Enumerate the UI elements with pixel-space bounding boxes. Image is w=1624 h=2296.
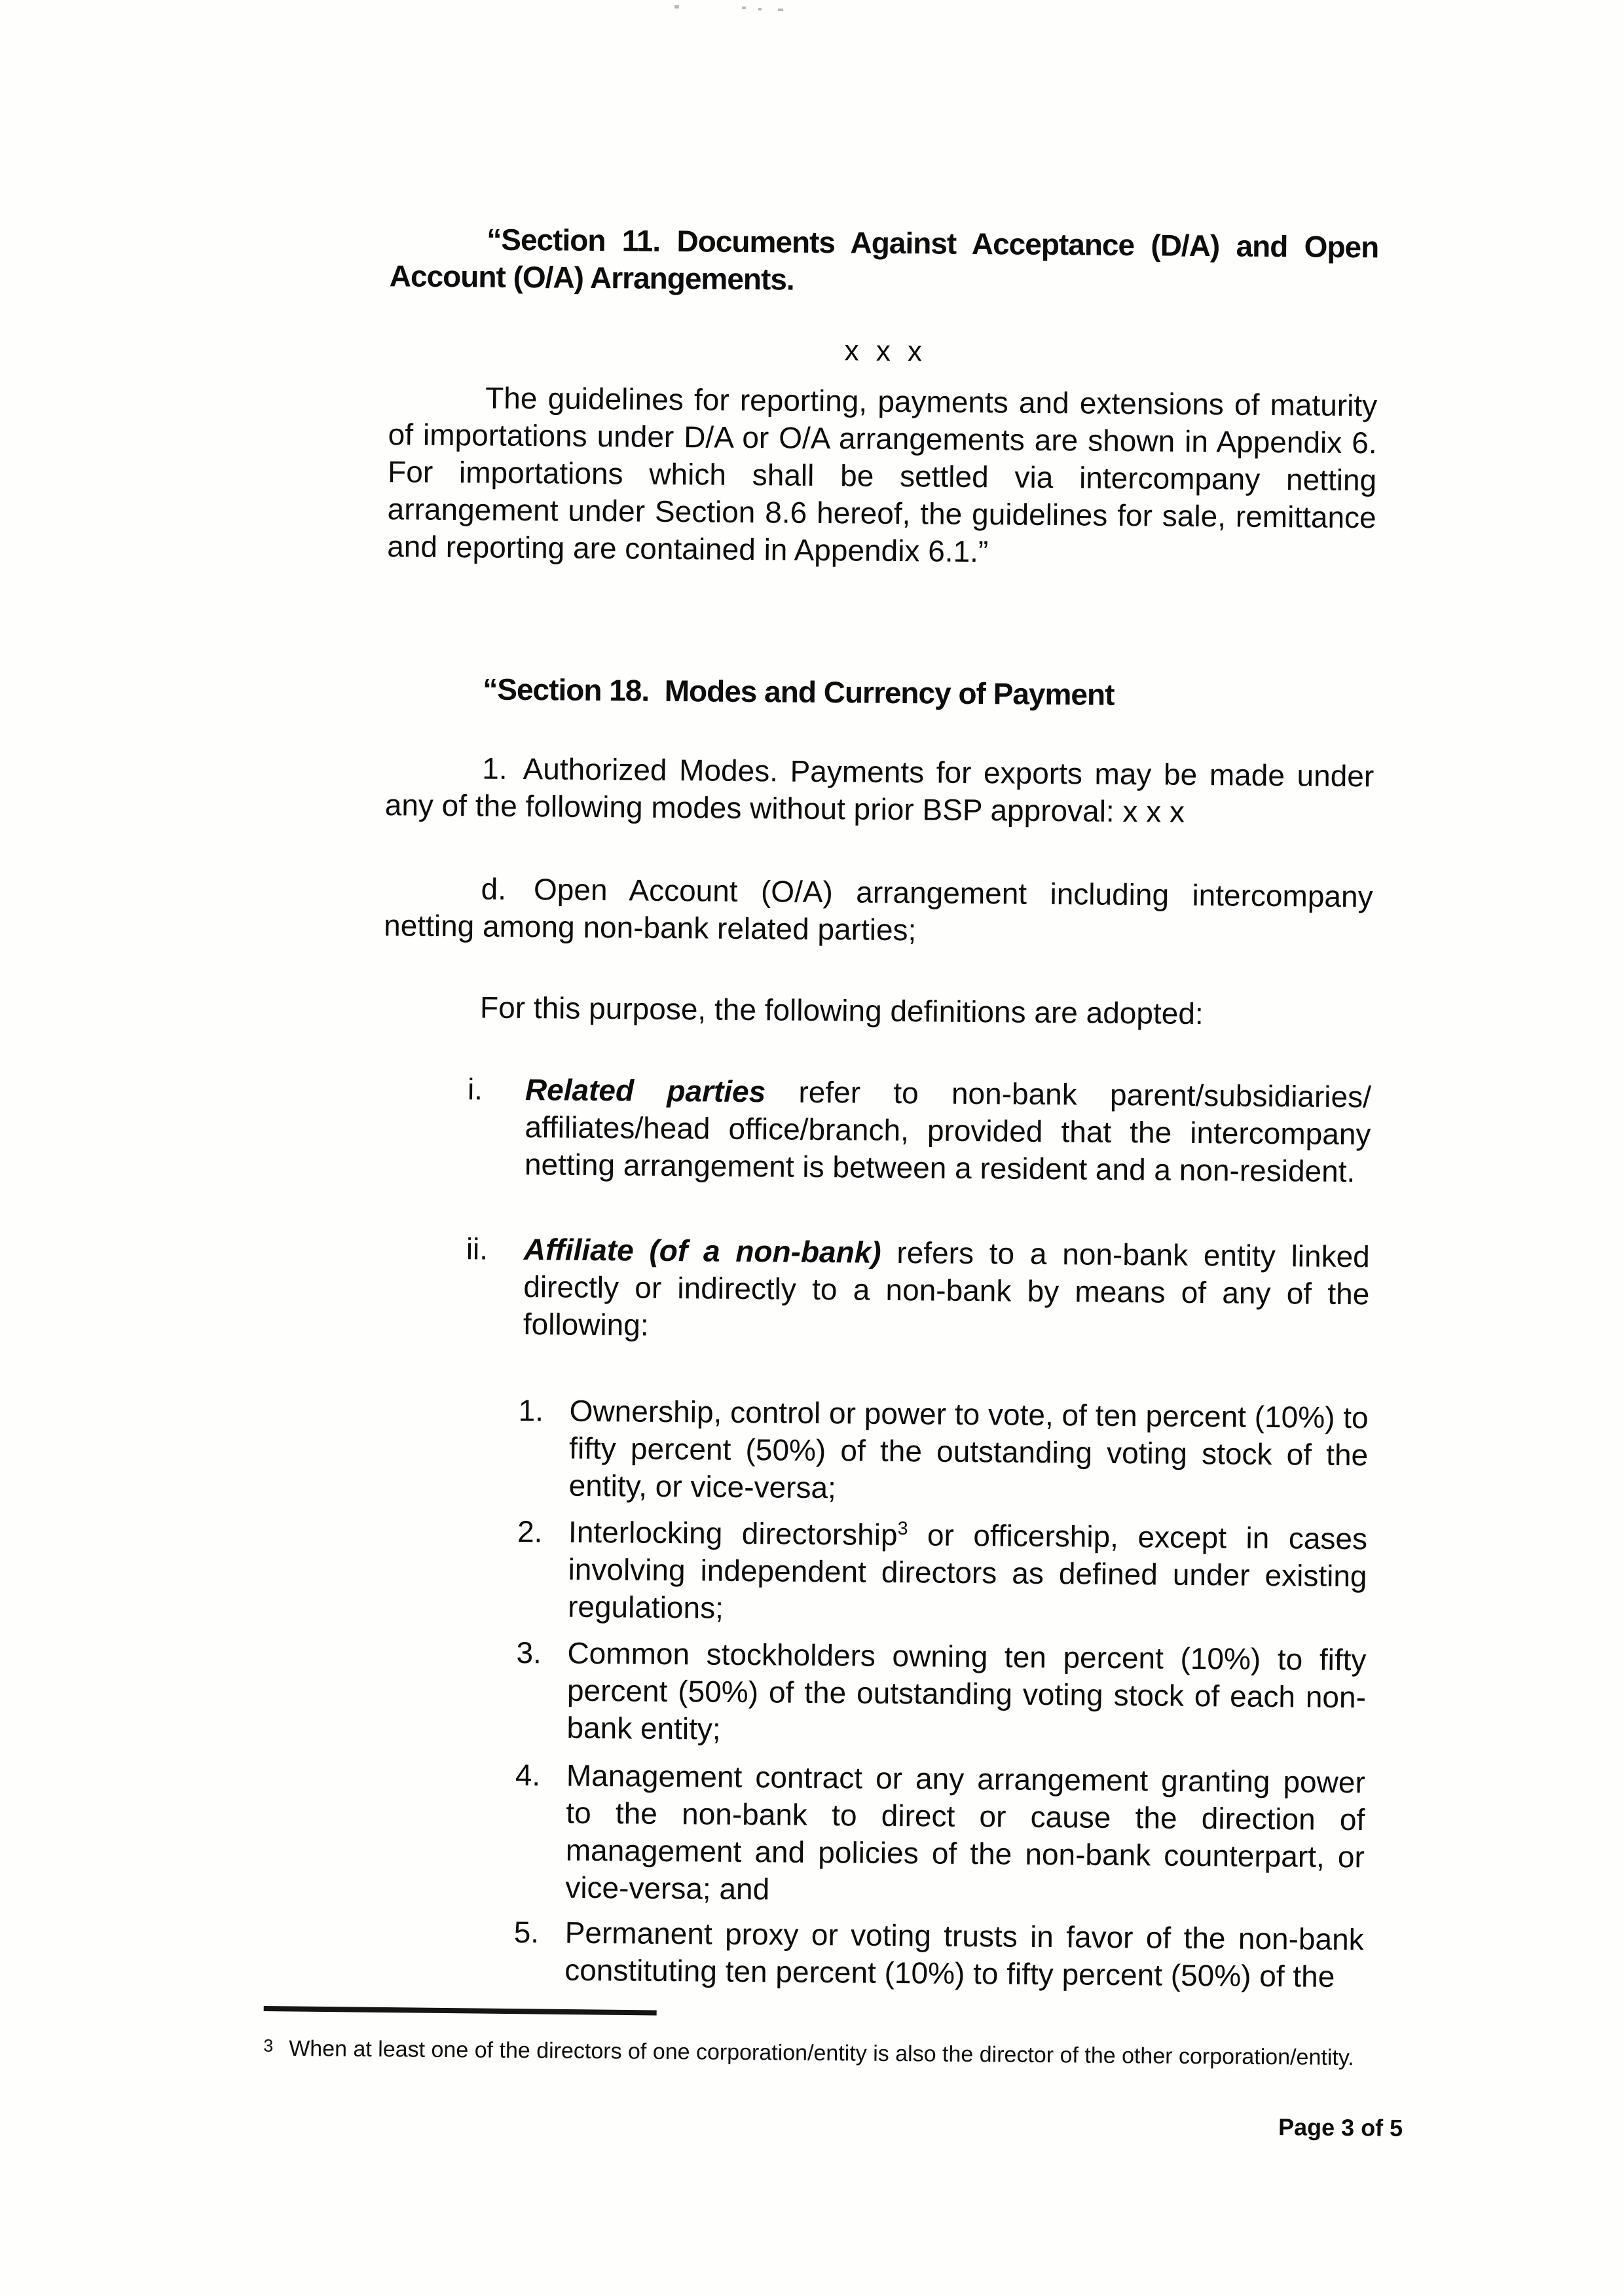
definition-body: refer to non-bank parent/subsidiaries/ affiliates/head office/branch, provided that the intercompany netting arrangement is between a resident and a non-resident. <box>524 1074 1372 1189</box>
criterion-item-common-stockholders <box>515 1634 1366 1753</box>
section-11-paragraph: The guidelines for reporting, payments and extensions of maturity of importations under D/A or O/A arrangements are shown in Appendix 6. For importations which shall be settled via intercompany netting arrangement under Section 8.6 hereof, the guidelines for sale, remittance and reporting are contained in Appendix 6.1.” <box>386 380 1378 569</box>
criterion-text: Management contract or any arrangement granting power to the non-bank to direct or cause the direction of management and policies of the non-bank counterpart, or vice-versa; and <box>565 1758 1366 1906</box>
criterion-text: Ownership, control or power to vote, of ten percent (10%) to fifty percent (50%) of the outstanding voting stock of the entity, or vice-versa; <box>568 1393 1369 1505</box>
criterion-marker: 5. <box>513 1914 540 1950</box>
definition-term: Affiliate (of a non-bank) <box>523 1232 881 1269</box>
open-account-marker: d. <box>481 871 507 906</box>
criterion-marker: 3. <box>516 1635 542 1670</box>
footnote-marker: 3 <box>263 2035 274 2056</box>
definition-text <box>523 1231 1370 1350</box>
criterion-item-permanent-proxy <box>513 1914 1364 1995</box>
criterion-item-ownership <box>517 1392 1368 1511</box>
definition-term: Related parties <box>525 1072 766 1109</box>
page-number: Page 3 of 5 <box>1278 2113 1403 2141</box>
footnote-reference: 3 <box>897 1518 908 1539</box>
authorized-modes-marker: 1. <box>482 751 507 786</box>
definitions-intro: For this purpose, the following definitions are adopted: <box>479 990 1204 1031</box>
definition-body: refers to a non-bank entity linked directly or indirectly to a non-bank by means of any of the following: <box>523 1235 1371 1342</box>
open-account-text: Open Account (O/A) arrangement including intercompany netting among non-bank related parties; <box>383 872 1373 947</box>
footnote-text: When at least one of the directors of one corporation/entity is also the director of the other corporation/entity. <box>289 2035 1354 2071</box>
open-account-item <box>384 869 1373 953</box>
section-18-heading: “Section 18. Modes and Currency of Payment <box>483 672 1115 712</box>
authorized-modes-item <box>385 749 1375 832</box>
criterion-text: Common stockholders owning ten percent (10%) to fifty percent (50%) of the outstanding voting stock of each non-bank entity; <box>566 1635 1367 1746</box>
definition-marker: ii. <box>466 1231 489 1266</box>
definition-marker: i. <box>467 1072 483 1106</box>
footnote <box>263 2033 1404 2075</box>
criterion-text-after-sup: or officership, except in cases involving independent directors as defined under existing regulations; <box>567 1518 1368 1625</box>
criterion-marker: 1. <box>518 1393 544 1428</box>
criterion-marker: 2. <box>517 1514 543 1549</box>
criterion-item-interlocking <box>517 1513 1367 1632</box>
section-11-heading: “Section 11. Documents Against Acceptance (D/A) and Open Account (O/A) Arrangements. <box>389 222 1379 297</box>
footnote-separator-rule <box>264 2006 657 2015</box>
authorized-modes-text: Authorized Modes. Payments for exports may be made under any of the following modes without prior BSP approval: x x x <box>384 752 1375 829</box>
section-11-separator: x x x <box>844 335 923 368</box>
criterion-text <box>568 1514 1367 1633</box>
criterion-marker: 4. <box>515 1757 541 1793</box>
criterion-item-management-contract <box>514 1757 1365 1913</box>
criterion-text-before-sup: Interlocking directorship <box>568 1514 898 1552</box>
definition-text <box>525 1071 1371 1190</box>
definition-item-affiliate <box>466 1230 1370 1350</box>
criterion-text: Permanent proxy or voting trusts in favor of the non-bank constituting ten percent (10%) to fifty percent (50%) of the <box>564 1915 1364 1994</box>
definition-item-related-parties <box>467 1070 1371 1190</box>
